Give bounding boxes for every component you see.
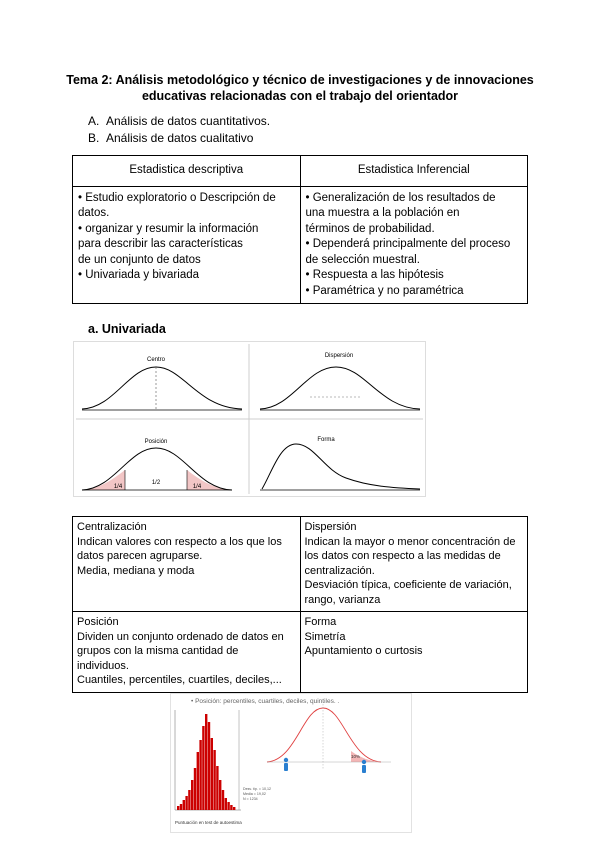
label-q1: 1/4 (113, 484, 123, 490)
label-dispersion: Dispersión (324, 353, 354, 359)
cell-line: Cuantiles, percentiles, cuartiles, deciles,... (77, 674, 282, 686)
histogram-bar (202, 726, 204, 810)
person-icon-right (362, 760, 366, 773)
histogram-bar (199, 740, 201, 810)
cell-line: de selección muestral. (305, 253, 420, 266)
descriptiva-cell (73, 186, 301, 304)
list-marker: A. (88, 114, 100, 128)
cell-line: datos parecen agruparse. (77, 550, 203, 562)
cell-line: Media, mediana y moda (77, 564, 195, 577)
histogram-bar (227, 802, 229, 810)
cell-line: Desviación típica, coeficiente de variación, (304, 579, 512, 591)
percentiles-figure-svg (171, 694, 411, 832)
cell-posicion (73, 612, 301, 693)
histogram-bar (183, 800, 185, 810)
cell-title: Forma (304, 616, 337, 628)
figure-caption: • Posición: percentiles, cuartiles, deciles, quintiles. . (191, 698, 340, 705)
cell-line: los datos con respecto a las medidas de (304, 550, 501, 562)
normal-curve (82, 367, 242, 409)
hist-axis-label: Puntuación en test de autoestima (175, 820, 242, 825)
histogram-bar (213, 750, 215, 810)
label-forma: Forma (317, 437, 335, 443)
distribution-figure-svg (74, 342, 425, 496)
histogram-bar (188, 790, 190, 810)
percent-label: 10% (351, 754, 361, 759)
cell-line: • organizar y resumir la información (78, 222, 259, 235)
cell-line: de un conjunto de datos (78, 253, 201, 266)
header-descriptiva: Estadistica descriptiva (73, 156, 301, 187)
histogram-bar (219, 780, 221, 810)
list-text: Análisis de datos cualitativo (106, 131, 254, 145)
histogram-bar (194, 768, 196, 810)
histogram-bar (208, 722, 210, 810)
histogram-bar (230, 805, 232, 810)
inferencial-cell (300, 186, 528, 304)
cell-line: • Dependerá principalmente del proceso (305, 238, 511, 250)
cell-line: datos. (78, 207, 110, 219)
cell-line: grupos con la misma cantidad de (77, 645, 239, 657)
skewed-curve (262, 444, 420, 489)
list-text: Análisis de datos cuantitativos. (106, 114, 271, 128)
header-inferencial: Estadistica Inferencial (300, 156, 528, 187)
percentiles-figure (170, 693, 412, 833)
cell-line: Indican la mayor o menor concentración de (304, 535, 516, 548)
histogram-bar (205, 714, 207, 810)
cell-line: • Paramétrica y no paramétrica (305, 284, 464, 297)
cell-line: Simetría (304, 630, 346, 643)
cell-line: rango, varianza (304, 593, 381, 606)
histogram-bar (197, 752, 199, 810)
cell-title: Posición (77, 616, 119, 628)
histogram-bar (222, 790, 224, 810)
stat-line: Media = 19,02 (243, 792, 266, 796)
cell-title: Centralización (77, 521, 147, 533)
cell-line: para describir las características (78, 238, 243, 250)
document-title (60, 72, 540, 104)
cell-line: términos de probabilidad. (305, 222, 435, 235)
histogram-bar (180, 804, 182, 810)
label-half: 1/2 (151, 480, 161, 486)
section-heading: a. Univariada (88, 322, 166, 336)
histogram-bar (233, 807, 235, 810)
cell-line: individuos. (77, 659, 129, 672)
histogram-bar (211, 738, 213, 810)
label-centro: Centro (146, 357, 166, 363)
histogram-bar (191, 780, 193, 810)
normal-curve (260, 367, 420, 409)
cell-line: centralización. (304, 564, 375, 577)
univariate-measures-table (72, 516, 528, 693)
list-marker: B. (88, 131, 100, 145)
title-line-2: educativas relacionadas con el trabajo del orientador (141, 89, 459, 103)
label-q3: 1/4 (192, 484, 202, 490)
label-posicion: Posición (144, 439, 168, 445)
cell-line: • Estudio exploratorio o Descripción de (78, 191, 276, 204)
title-line-1: Tema 2: Análisis metodológico y técnico de investigaciones y de innovaciones (66, 73, 534, 87)
person-icon-left (284, 758, 288, 771)
histogram-bar (216, 766, 218, 810)
cell-dispersion (300, 517, 528, 612)
cell-line: Indican valores con respecto a los que los (77, 535, 282, 548)
histogram-bars (177, 714, 235, 810)
histogram-bar (225, 798, 227, 810)
cell-line: Apuntamiento o curtosis (304, 645, 423, 657)
list-item (88, 130, 270, 147)
histogram-bar (185, 796, 187, 810)
normal-curve (267, 708, 381, 762)
cell-line: Dividen un conjunto ordenado de datos en (77, 630, 284, 643)
stat-line: N = 1234 (243, 797, 258, 801)
cell-line: • Generalización de los resultados de (305, 191, 496, 204)
analysis-list (88, 113, 270, 147)
cell-line: • Respuesta a las hipótesis (305, 269, 444, 281)
cell-line: una muestra a la población en (305, 207, 460, 219)
distribution-measures-figure (73, 341, 426, 497)
statistics-comparison-table (72, 155, 528, 304)
cell-line: • Univariada y bivariada (78, 269, 200, 281)
stat-line: Desv. típ. = 10,12 (243, 787, 272, 791)
cell-centralizacion (73, 517, 301, 612)
list-item (88, 113, 270, 130)
cell-forma (300, 612, 528, 693)
histogram-bar (177, 806, 179, 810)
cell-title: Dispersión (304, 521, 357, 533)
